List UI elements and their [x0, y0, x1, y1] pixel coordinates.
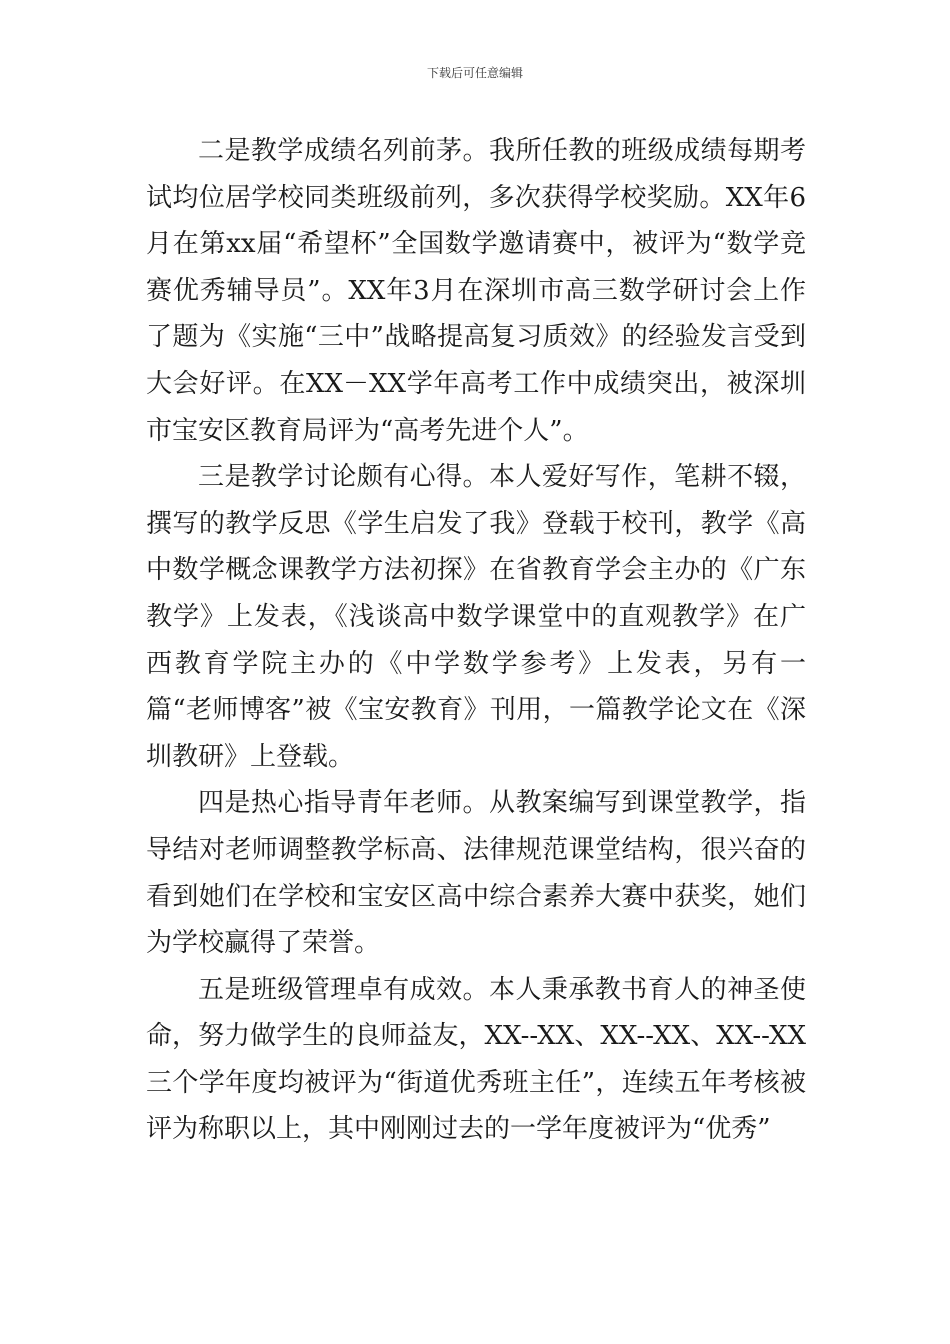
document-body [146, 128, 806, 1153]
page-header-note: 下载后可任意编辑 [426, 66, 523, 80]
paragraph-teaching-research: 三是教学讨论颇有心得。本人爱好写作，笔耕不辍，撰写的教学反思《学生启发了我》登载于校刊，教学《高中数学概念课教学方法初探》在省教育学会主办的《广东教学》上发表，《浅谈高中数学课堂中的直观教学》在广西教育学院主办的《中学数学参考》上发表，另有一篇“老师博客”被《宝安教育》刊用，一篇教学论文在《深圳教研》上登载。 [146, 462, 806, 772]
paragraph-mentoring: 四是热心指导青年老师。从教案编写到课堂教学，指导结对老师调整教学标高、法律规范课堂结构，很兴奋的看到她们在学校和宝安区高中综合素养大赛中获奖，她们为学校赢得了荣誉。 [146, 788, 806, 959]
paragraph-class-management: 五是班级管理卓有成效。本人秉承教书育人的神圣使命，努力做学生的良师益友，XX--XX、XX--XX、XX--XX三个学年度均被评为“街道优秀班主任”，连续五年考核被评为称职以上，其中刚刚过去的一学年度被评为“优秀” [146, 974, 806, 1145]
paragraph-teaching-results: 二是教学成绩名列前茅。我所任教的班级成绩每期考试均位居学校同类班级前列，多次获得学校奖励。XX年6月在第xx届“希望杯”全国数学邀请赛中，被评为“数学竞赛优秀辅导员”。XX年3月在深圳市高三数学研讨会上作了题为《实施“三中”战略提高复习质效》的经验发言受到大会好评。在XX－XX学年高考工作中成绩突出，被深圳市宝安区教育局评为“高考先进个人”。 [146, 136, 806, 446]
